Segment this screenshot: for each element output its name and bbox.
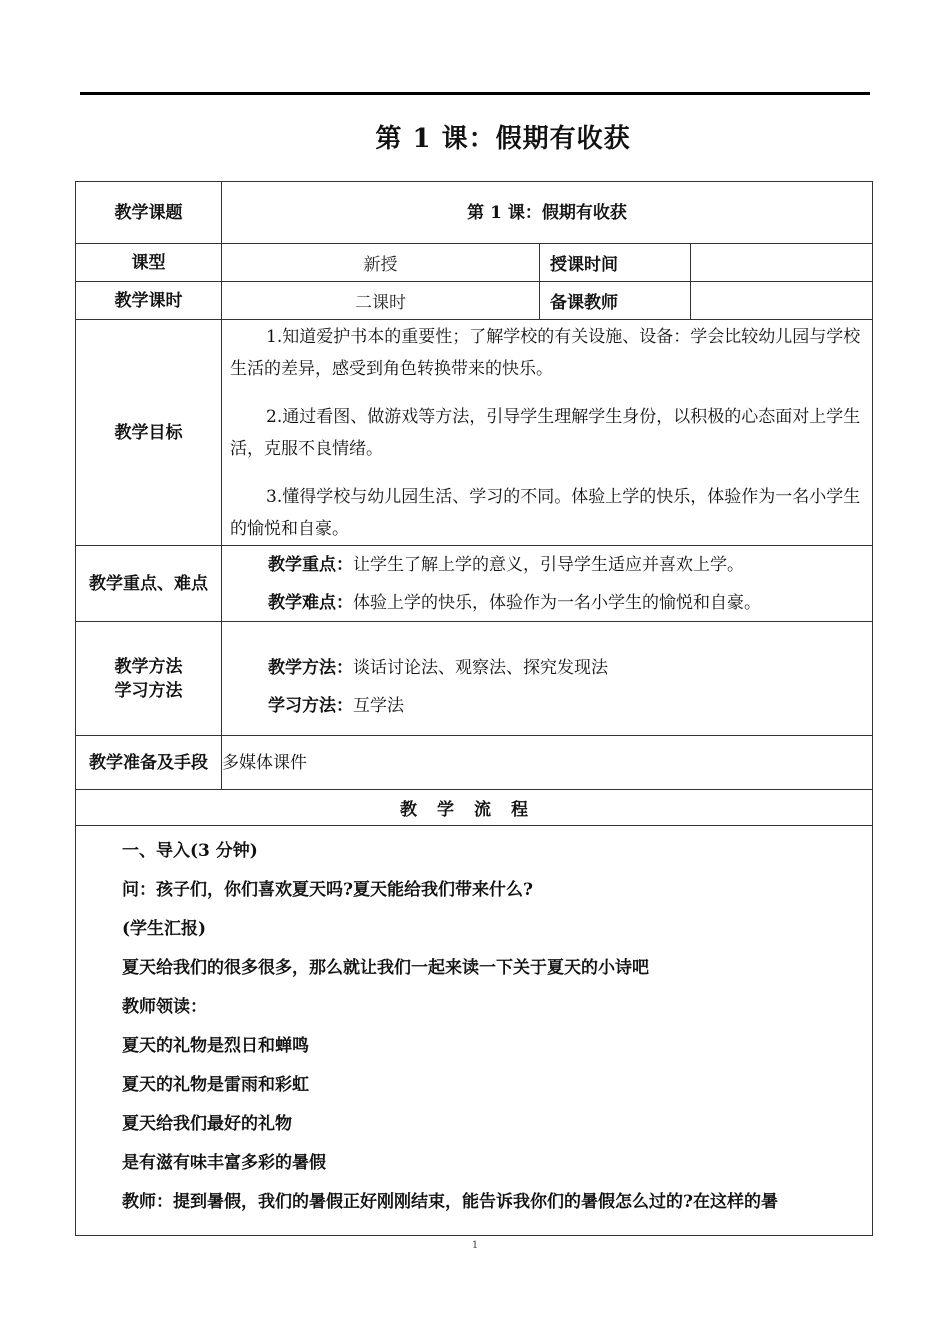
time-value [691, 244, 873, 282]
row-topic [76, 182, 873, 244]
hours-label: 教学课时 [76, 282, 222, 320]
prep-value: 多媒体课件 [222, 736, 873, 790]
row-flow-heading [76, 790, 873, 826]
flow-line: (学生汇报) [122, 919, 207, 939]
type-value: 新授 [222, 244, 540, 282]
methods-cell [222, 622, 873, 736]
goals-label: 教学目标 [76, 320, 222, 546]
teacher-label: 备课教师 [540, 282, 691, 320]
type-label: 课型 [76, 244, 222, 282]
lesson-plan-table [75, 181, 873, 1236]
flow-line: 是有滋有味丰富多彩的暑假 [122, 1153, 326, 1173]
flow-line: 夏天给我们最好的礼物 [122, 1114, 292, 1134]
flow-line: 夏天给我们的很多很多，那么就让我们一起来读一下关于夏天的小诗吧 [122, 958, 649, 978]
topic-value: 第 1 课：假期有收获 [222, 182, 873, 244]
top-rule [80, 92, 870, 95]
difficulty: 教学难点：体验上学的快乐，体验作为一名小学生的愉悦和自豪。 [268, 592, 761, 613]
row-methods [76, 622, 873, 736]
flow-heading: 教学流程 [76, 790, 873, 826]
row-type [76, 244, 873, 282]
time-label: 授课时间 [540, 244, 691, 282]
key-label: 教学重点、难点 [76, 546, 222, 622]
flow-line: 一、导入(3 分钟) [122, 841, 258, 861]
flow-line: 夏天的礼物是烈日和蝉鸣 [122, 1036, 309, 1056]
hours-value: 二课时 [222, 282, 540, 320]
row-hours [76, 282, 873, 320]
flow-line: 教师领读： [122, 997, 207, 1017]
flow-line: 夏天的礼物是雷雨和彩虹 [122, 1075, 309, 1095]
flow-line: 问：孩子们，你们喜欢夏天吗?夏天能给我们带来什么? [122, 880, 533, 900]
study-method: 学习方法：互学法 [268, 695, 404, 716]
row-goals [76, 320, 873, 546]
methods-label: 教学方法 学习方法 [76, 622, 222, 736]
topic-label: 教学课题 [76, 182, 222, 244]
row-key-points [76, 546, 873, 622]
prep-label: 教学准备及手段 [76, 736, 222, 790]
teacher-value [691, 282, 873, 320]
page-title: 第 1 课：假期有收获 [375, 124, 631, 154]
row-flow [76, 826, 873, 1236]
row-prep [76, 736, 873, 790]
flow-content [76, 826, 873, 1236]
page-number: 1 [471, 1240, 479, 1251]
key-points-cell [222, 546, 873, 622]
goal-item: 2.通过看图、做游戏等方法，引导学生理解学生身份，以积极的心态面对上学生活，克服不良情绪。 [230, 406, 861, 459]
key-point: 教学重点：让学生了解上学的意义，引导学生适应并喜欢上学。 [268, 554, 744, 575]
goal-item: 1.知道爱护书本的重要性；了解学校的有关设施、设备：学会比较幼儿园与学校生活的差异，感受到角色转换带来的快乐。 [230, 326, 861, 379]
goal-item: 3.懂得学校与幼儿园生活、学习的不同。体验上学的快乐，体验作为一名小学生的愉悦和自豪。 [230, 486, 861, 539]
teach-method: 教学方法：谈话讨论法、观察法、探究发现法 [268, 657, 608, 678]
goals-list [222, 320, 873, 546]
flow-line: 教师：提到暑假，我们的暑假正好刚刚结束，能告诉我你们的暑假怎么过的?在这样的暑 [122, 1192, 778, 1212]
